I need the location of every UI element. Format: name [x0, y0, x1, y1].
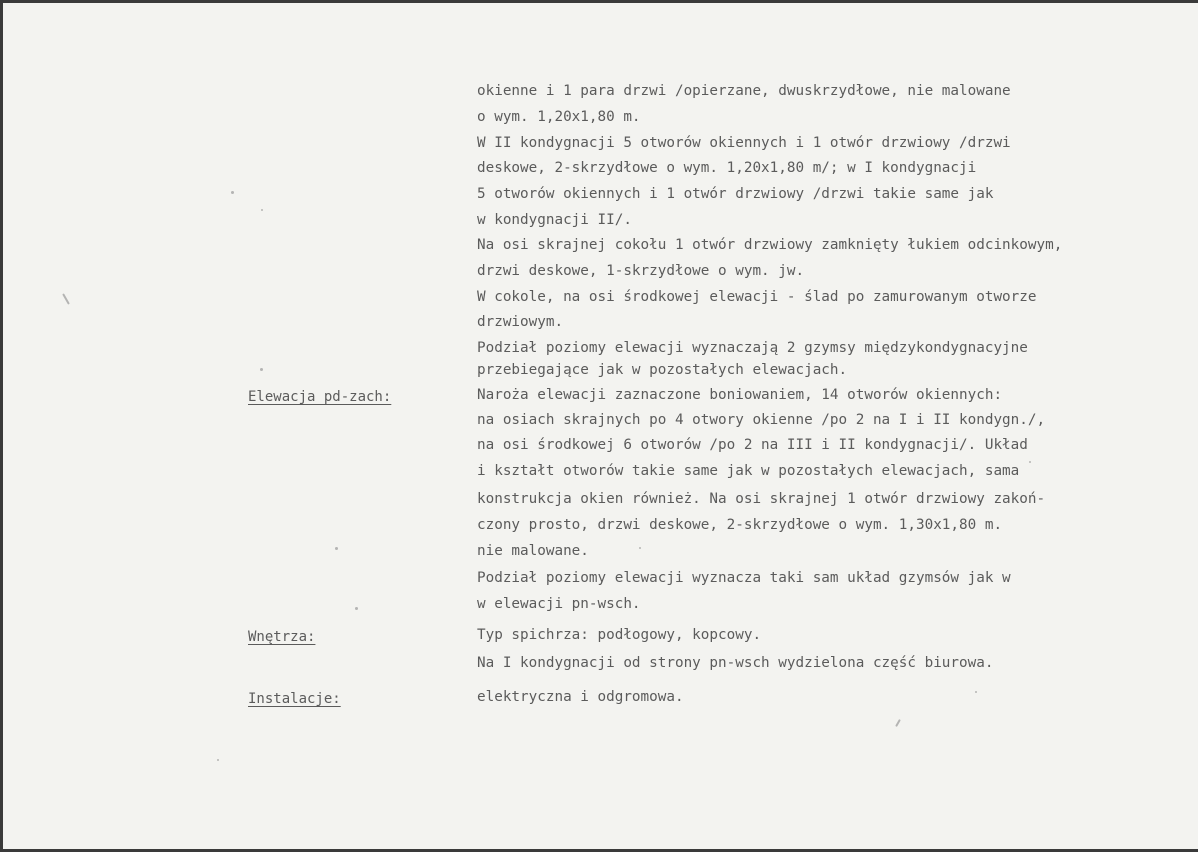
text-line: Na I kondygnacji od strony pn-wsch wydzielona część biurowa. — [477, 655, 994, 671]
text-line: o wym. 1,20x1,80 m. — [477, 109, 641, 125]
text-line: okienne i 1 para drzwi /opierzane, dwuskrzydłowe, nie malowane — [477, 83, 1011, 99]
text-line: i kształt otworów takie same jak w pozostałych elewacjach, sama — [477, 463, 1020, 479]
paper-speck — [217, 759, 219, 761]
paper-speck — [231, 191, 234, 194]
section-label-wnetrza: Wnętrza: — [248, 629, 316, 645]
text-line: Naroża elewacji zaznaczone boniowaniem, 14 otworów okiennych: — [477, 387, 1003, 403]
text-line: Na osi skrajnej cokołu 1 otwór drzwiowy zamknięty łukiem odcinkowym, — [477, 237, 1063, 253]
paper-speck — [639, 547, 641, 549]
paper-speck — [895, 719, 901, 727]
text-line: deskowe, 2-skrzydłowe o wym. 1,20x1,80 m/; w I kondygnacji — [477, 160, 977, 176]
text-line: przebiegające jak w pozostałych elewacjach. — [477, 362, 848, 378]
text-line: drzwiowym. — [477, 314, 564, 330]
paper-speck — [975, 691, 977, 693]
text-line: nie malowane. — [477, 543, 589, 559]
text-line: elektryczna i odgromowa. — [477, 689, 684, 705]
paper-speck — [261, 209, 263, 211]
paper-speck — [260, 368, 263, 371]
paper-speck — [1029, 461, 1031, 463]
text-line: Podział poziomy elewacji wyznaczają 2 gzymsy międzykondygnacyjne — [477, 340, 1028, 356]
text-line: Podział poziomy elewacji wyznacza taki sam układ gzymsów jak w — [477, 570, 1011, 586]
text-line: 5 otworów okiennych i 1 otwór drzwiowy /drzwi takie same jak — [477, 186, 994, 202]
text-line: w kondygnacji II/. — [477, 212, 632, 228]
text-line: konstrukcja okien również. Na osi skrajnej 1 otwór drzwiowy zakoń- — [477, 491, 1046, 507]
text-line: czony prosto, drzwi deskowe, 2-skrzydłowe o wym. 1,30x1,80 m. — [477, 517, 1003, 533]
text-line: w elewacji pn-wsch. — [477, 596, 641, 612]
paper-speck — [62, 293, 70, 304]
section-label-elewacja: Elewacja pd-zach: — [248, 389, 392, 405]
text-line: Typ spichrza: podłogowy, kopcowy. — [477, 627, 762, 643]
paper-speck — [355, 607, 358, 610]
text-line: W II kondygnacji 5 otworów okiennych i 1 otwór drzwiowy /drzwi — [477, 135, 1011, 151]
text-line: na osiach skrajnych po 4 otwory okienne /po 2 na I i II kondygn./, — [477, 412, 1046, 428]
text-line: drzwi deskowe, 1-skrzydłowe o wym. jw. — [477, 263, 805, 279]
text-line: na osi środkowej 6 otworów /po 2 na III i II kondygnacji/. Układ — [477, 437, 1028, 453]
section-label-instalacje: Instalacje: — [248, 691, 341, 707]
text-line: W cokole, na osi środkowej elewacji - ślad po zamurowanym otworze — [477, 289, 1037, 305]
paper-speck — [335, 547, 338, 550]
